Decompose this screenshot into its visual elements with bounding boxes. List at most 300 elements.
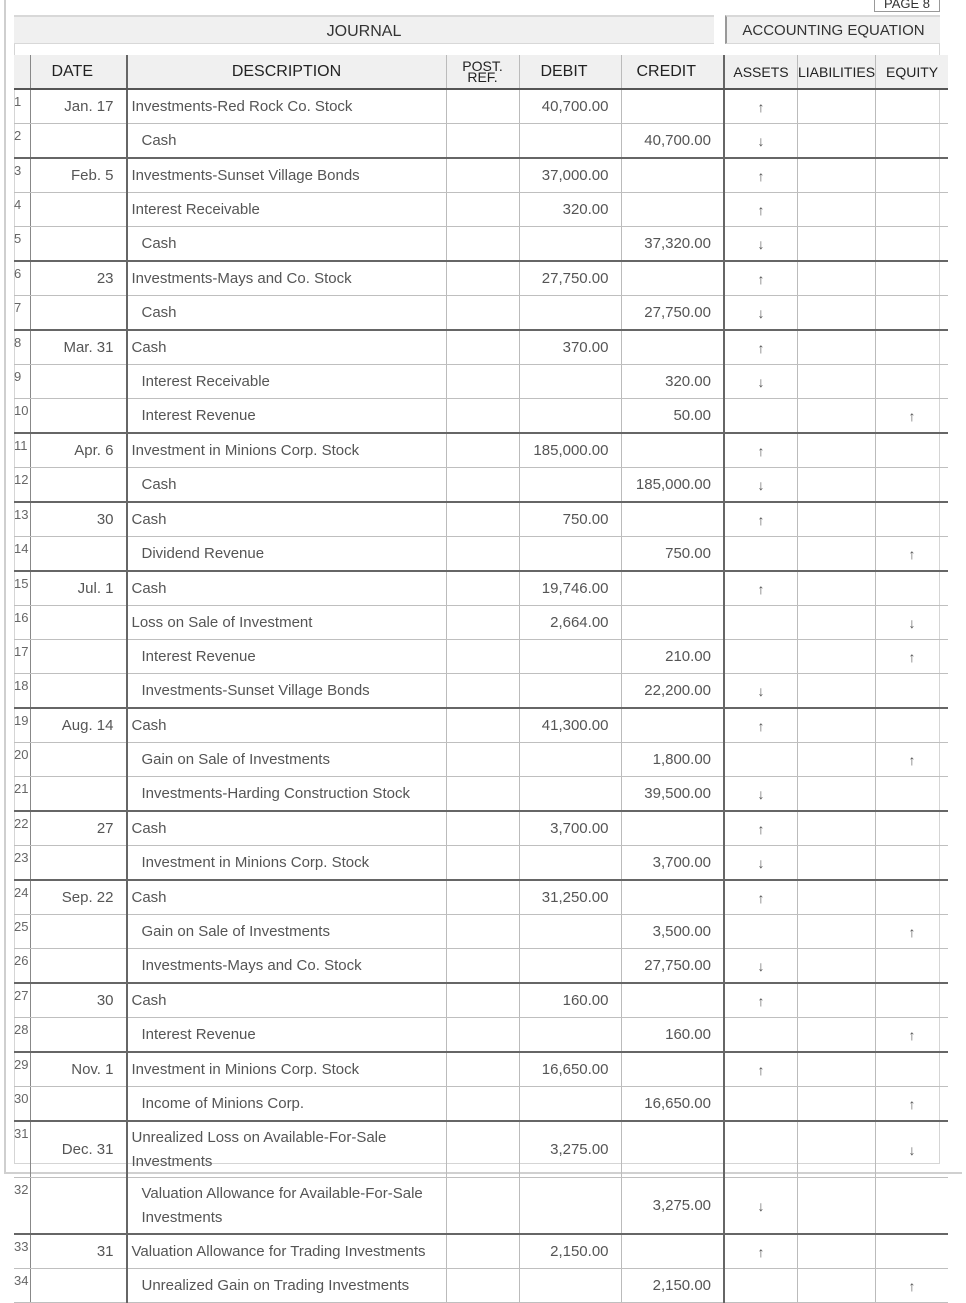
equity-effect-cell[interactable] xyxy=(876,846,949,881)
post-ref-cell[interactable] xyxy=(446,606,519,640)
post-ref-cell[interactable] xyxy=(446,433,519,468)
liabilities-effect-cell[interactable] xyxy=(798,983,876,1018)
journal-row xyxy=(14,330,948,365)
debit-cell[interactable]: 16,650.00 xyxy=(519,1052,621,1087)
post-ref-cell[interactable] xyxy=(446,708,519,743)
credit-cell[interactable] xyxy=(621,1052,724,1087)
date-cell[interactable] xyxy=(31,915,127,949)
equity-effect-cell[interactable]: ↑ xyxy=(876,1087,949,1122)
liabilities-effect-cell[interactable] xyxy=(798,846,876,881)
liabilities-effect-cell[interactable] xyxy=(798,89,876,124)
debit-cell[interactable] xyxy=(519,399,621,434)
credit-cell[interactable] xyxy=(621,606,724,640)
liabilities-effect-cell[interactable] xyxy=(798,1269,876,1303)
debit-cell[interactable]: 2,150.00 xyxy=(519,1234,621,1269)
liabilities-effect-cell[interactable] xyxy=(798,227,876,262)
debit-cell[interactable]: 370.00 xyxy=(519,330,621,365)
liabilities-effect-cell[interactable] xyxy=(798,1018,876,1053)
date-cell[interactable] xyxy=(31,365,127,399)
description-cell[interactable] xyxy=(127,640,447,674)
journal-row xyxy=(14,261,948,296)
description-cell[interactable] xyxy=(127,1121,447,1178)
credit-cell[interactable] xyxy=(621,261,724,296)
assets-effect-cell[interactable]: ↓ xyxy=(724,124,798,159)
credit-cell[interactable]: 40,700.00 xyxy=(621,124,724,159)
equity-effect-cell[interactable] xyxy=(876,296,949,331)
credit-cell[interactable] xyxy=(621,89,724,124)
date-cell[interactable] xyxy=(31,1269,127,1303)
post-ref-cell[interactable] xyxy=(446,158,519,193)
row-number: 11 xyxy=(14,433,31,468)
row-number: 25 xyxy=(14,915,31,949)
liabilities-effect-cell[interactable] xyxy=(798,296,876,331)
debit-cell[interactable]: 40,700.00 xyxy=(519,89,621,124)
credit-cell[interactable]: 3,275.00 xyxy=(621,1178,724,1235)
equity-effect-cell[interactable] xyxy=(876,708,949,743)
post-ref-cell[interactable] xyxy=(446,743,519,777)
description-text: Cash xyxy=(131,510,167,528)
description-text: Income of Minions Corp. xyxy=(141,1094,305,1112)
equity-effect-cell[interactable] xyxy=(876,502,949,537)
liabilities-effect-cell[interactable] xyxy=(798,124,876,159)
liabilities-effect-cell[interactable] xyxy=(798,193,876,227)
date-cell[interactable] xyxy=(31,193,127,227)
assets-effect-cell[interactable]: ↑ xyxy=(724,433,798,468)
assets-effect-cell[interactable] xyxy=(724,640,798,674)
equity-effect-cell[interactable] xyxy=(876,1234,949,1269)
date-cell[interactable]: 30 xyxy=(31,983,127,1018)
liabilities-effect-cell[interactable] xyxy=(798,708,876,743)
credit-cell[interactable]: 160.00 xyxy=(621,1018,724,1053)
liabilities-effect-cell[interactable] xyxy=(798,674,876,709)
description-cell[interactable] xyxy=(127,227,447,262)
liabilities-effect-cell[interactable] xyxy=(798,365,876,399)
credit-cell[interactable] xyxy=(621,193,724,227)
equity-effect-cell[interactable] xyxy=(876,124,949,159)
date-cell[interactable] xyxy=(31,640,127,674)
liabilities-effect-cell[interactable] xyxy=(798,606,876,640)
liabilities-effect-cell[interactable] xyxy=(798,330,876,365)
credit-cell[interactable] xyxy=(621,880,724,915)
post-ref-cell[interactable] xyxy=(446,777,519,812)
journal-row xyxy=(14,433,948,468)
date-cell[interactable]: Sep. 22 xyxy=(31,880,127,915)
credit-cell[interactable]: 39,500.00 xyxy=(621,777,724,812)
liabilities-effect-cell[interactable] xyxy=(798,1087,876,1122)
credit-cell[interactable]: 210.00 xyxy=(621,640,724,674)
date-cell[interactable] xyxy=(31,537,127,572)
assets-effect-cell[interactable]: ↑ xyxy=(724,261,798,296)
description-cell[interactable] xyxy=(127,468,447,503)
description-cell[interactable] xyxy=(127,1052,447,1087)
equity-effect-cell[interactable]: ↑ xyxy=(876,1269,949,1303)
debit-cell[interactable] xyxy=(519,1269,621,1303)
date-cell[interactable]: 30 xyxy=(31,502,127,537)
assets-effect-cell[interactable] xyxy=(724,915,798,949)
post-ref-cell[interactable] xyxy=(446,1052,519,1087)
equity-effect-cell[interactable] xyxy=(876,777,949,812)
liabilities-effect-cell[interactable] xyxy=(798,1178,876,1235)
description-text: Gain on Sale of Investments xyxy=(141,750,330,768)
equity-effect-cell[interactable] xyxy=(876,983,949,1018)
debit-cell[interactable]: 31,250.00 xyxy=(519,880,621,915)
date-cell[interactable]: Apr. 6 xyxy=(31,433,127,468)
post-ref-cell[interactable] xyxy=(446,399,519,434)
assets-effect-cell[interactable]: ↑ xyxy=(724,330,798,365)
assets-effect-cell[interactable] xyxy=(724,1121,798,1178)
assets-effect-cell[interactable]: ↑ xyxy=(724,880,798,915)
description-cell[interactable] xyxy=(127,502,447,537)
post-ref-cell[interactable] xyxy=(446,571,519,606)
date-cell[interactable] xyxy=(31,124,127,159)
date-cell[interactable]: 31 xyxy=(31,1234,127,1269)
assets-effect-cell[interactable] xyxy=(724,1087,798,1122)
journal-row xyxy=(14,1052,948,1087)
post-ref-cell[interactable] xyxy=(446,261,519,296)
assets-effect-cell[interactable] xyxy=(724,399,798,434)
description-cell[interactable] xyxy=(127,89,447,124)
post-ref-cell[interactable] xyxy=(446,915,519,949)
post-ref-cell[interactable] xyxy=(446,296,519,331)
credit-cell[interactable]: 750.00 xyxy=(621,537,724,572)
assets-effect-cell[interactable]: ↓ xyxy=(724,949,798,984)
equity-effect-cell[interactable]: ↑ xyxy=(876,537,949,572)
equity-effect-cell[interactable]: ↓ xyxy=(876,1121,949,1178)
liabilities-effect-cell[interactable] xyxy=(798,777,876,812)
journal-row xyxy=(14,811,948,846)
liabilities-effect-cell[interactable] xyxy=(798,158,876,193)
debit-cell[interactable]: 2,664.00 xyxy=(519,606,621,640)
debit-cell[interactable] xyxy=(519,1087,621,1122)
description-cell[interactable] xyxy=(127,743,447,777)
date-cell[interactable]: Feb. 5 xyxy=(31,158,127,193)
credit-cell[interactable] xyxy=(621,158,724,193)
debit-cell[interactable] xyxy=(519,949,621,984)
description-cell[interactable] xyxy=(127,193,447,227)
debit-cell[interactable] xyxy=(519,227,621,262)
equity-effect-cell[interactable]: ↑ xyxy=(876,1018,949,1053)
date-cell[interactable] xyxy=(31,468,127,503)
description-text: Investment in Minions Corp. Stock xyxy=(131,1060,360,1078)
liabilities-effect-cell[interactable] xyxy=(798,1121,876,1178)
assets-effect-cell[interactable] xyxy=(724,1269,798,1303)
date-cell[interactable] xyxy=(31,1018,127,1053)
description-cell[interactable] xyxy=(127,571,447,606)
journal-row xyxy=(14,124,948,159)
assets-effect-cell[interactable]: ↓ xyxy=(724,365,798,399)
debit-cell[interactable] xyxy=(519,743,621,777)
description-cell[interactable] xyxy=(127,365,447,399)
credit-cell[interactable] xyxy=(621,433,724,468)
date-cell[interactable]: Mar. 31 xyxy=(31,330,127,365)
equity-effect-cell[interactable] xyxy=(876,261,949,296)
debit-cell[interactable] xyxy=(519,1178,621,1235)
equity-effect-cell[interactable]: ↓ xyxy=(876,606,949,640)
description-text: Cash xyxy=(131,888,167,906)
description-cell[interactable] xyxy=(127,674,447,709)
post-ref-cell[interactable] xyxy=(446,365,519,399)
date-cell[interactable] xyxy=(31,743,127,777)
assets-effect-cell[interactable]: ↓ xyxy=(724,227,798,262)
assets-effect-cell[interactable]: ↓ xyxy=(724,1178,798,1235)
post-ref-cell[interactable] xyxy=(446,468,519,503)
credit-cell[interactable]: 16,650.00 xyxy=(621,1087,724,1122)
equity-effect-cell[interactable] xyxy=(876,158,949,193)
date-cell[interactable] xyxy=(31,777,127,812)
post-ref-cell[interactable] xyxy=(446,1234,519,1269)
liabilities-effect-cell[interactable] xyxy=(798,880,876,915)
credit-cell[interactable]: 2,150.00 xyxy=(621,1269,724,1303)
debit-cell[interactable] xyxy=(519,777,621,812)
liabilities-effect-cell[interactable] xyxy=(798,537,876,572)
equity-effect-cell[interactable] xyxy=(876,365,949,399)
date-cell[interactable] xyxy=(31,399,127,434)
credit-header: CREDIT xyxy=(621,55,724,89)
post-ref-cell[interactable] xyxy=(446,846,519,881)
assets-effect-cell[interactable]: ↑ xyxy=(724,1234,798,1269)
section-headers xyxy=(14,15,940,44)
debit-cell[interactable]: 19,746.00 xyxy=(519,571,621,606)
debit-cell[interactable]: 3,700.00 xyxy=(519,811,621,846)
debit-cell[interactable]: 27,750.00 xyxy=(519,261,621,296)
description-cell[interactable] xyxy=(127,915,447,949)
description-cell[interactable] xyxy=(127,949,447,984)
description-cell[interactable] xyxy=(127,330,447,365)
assets-effect-cell[interactable]: ↑ xyxy=(724,983,798,1018)
equity-effect-cell[interactable] xyxy=(876,1052,949,1087)
debit-cell[interactable]: 160.00 xyxy=(519,983,621,1018)
date-cell[interactable] xyxy=(31,1087,127,1122)
description-text: Investments-Sunset Village Bonds xyxy=(141,681,370,699)
assets-effect-cell[interactable]: ↓ xyxy=(724,296,798,331)
debit-cell[interactable]: 41,300.00 xyxy=(519,708,621,743)
debit-cell[interactable]: 750.00 xyxy=(519,502,621,537)
liabilities-effect-cell[interactable] xyxy=(798,743,876,777)
debit-cell[interactable] xyxy=(519,124,621,159)
row-number: 31 xyxy=(14,1121,31,1178)
row-number: 33 xyxy=(14,1234,31,1269)
post-ref-cell[interactable] xyxy=(446,502,519,537)
liabilities-effect-cell[interactable] xyxy=(798,811,876,846)
debit-cell[interactable]: 3,275.00 xyxy=(519,1121,621,1178)
date-cell[interactable]: 27 xyxy=(31,811,127,846)
assets-effect-cell[interactable] xyxy=(724,743,798,777)
equity-effect-cell[interactable] xyxy=(876,1178,949,1235)
date-cell[interactable]: Jan. 17 xyxy=(31,89,127,124)
post-ref-cell[interactable] xyxy=(446,193,519,227)
description-text: Investments-Sunset Village Bonds xyxy=(131,166,360,184)
description-cell[interactable] xyxy=(127,537,447,572)
credit-cell[interactable] xyxy=(621,708,724,743)
date-cell[interactable]: Nov. 1 xyxy=(31,1052,127,1087)
debit-cell[interactable] xyxy=(519,468,621,503)
equity-effect-cell[interactable] xyxy=(876,433,949,468)
post-ref-cell[interactable] xyxy=(446,1087,519,1122)
credit-cell[interactable]: 22,200.00 xyxy=(621,674,724,709)
journal-row xyxy=(14,708,948,743)
assets-effect-cell[interactable]: ↑ xyxy=(724,708,798,743)
liabilities-effect-cell[interactable] xyxy=(798,399,876,434)
equity-effect-cell[interactable]: ↑ xyxy=(876,640,949,674)
debit-cell[interactable] xyxy=(519,365,621,399)
assets-effect-cell[interactable]: ↓ xyxy=(724,777,798,812)
description-cell[interactable] xyxy=(127,1178,447,1235)
post-ref-cell[interactable] xyxy=(446,227,519,262)
description-cell[interactable] xyxy=(127,811,447,846)
post-ref-cell[interactable] xyxy=(446,330,519,365)
description-cell[interactable] xyxy=(127,777,447,812)
date-cell[interactable]: Jul. 1 xyxy=(31,571,127,606)
description-cell[interactable] xyxy=(127,1087,447,1122)
liabilities-effect-cell[interactable] xyxy=(798,1052,876,1087)
equity-effect-cell[interactable]: ↑ xyxy=(876,743,949,777)
journal-row xyxy=(14,1121,948,1178)
credit-cell[interactable]: 320.00 xyxy=(621,365,724,399)
post-ref-cell[interactable] xyxy=(446,880,519,915)
journal-row xyxy=(14,880,948,915)
equity-effect-cell[interactable]: ↑ xyxy=(876,915,949,949)
debit-cell[interactable] xyxy=(519,1018,621,1053)
liabilities-effect-cell[interactable] xyxy=(798,640,876,674)
description-cell[interactable] xyxy=(127,261,447,296)
liabilities-effect-cell[interactable] xyxy=(798,468,876,503)
post-ref-cell[interactable] xyxy=(446,640,519,674)
equity-effect-cell[interactable] xyxy=(876,468,949,503)
liabilities-effect-cell[interactable] xyxy=(798,261,876,296)
description-cell[interactable] xyxy=(127,158,447,193)
journal-row xyxy=(14,89,948,124)
description-cell[interactable] xyxy=(127,124,447,159)
debit-cell[interactable] xyxy=(519,674,621,709)
assets-effect-cell[interactable]: ↓ xyxy=(724,846,798,881)
equity-effect-cell[interactable] xyxy=(876,674,949,709)
assets-effect-cell[interactable]: ↑ xyxy=(724,811,798,846)
assets-effect-cell[interactable]: ↑ xyxy=(724,502,798,537)
description-cell[interactable] xyxy=(127,880,447,915)
description-cell[interactable] xyxy=(127,1269,447,1303)
credit-cell[interactable]: 3,700.00 xyxy=(621,846,724,881)
description-cell[interactable] xyxy=(127,296,447,331)
page-label: PAGE 8 xyxy=(874,0,940,12)
description-cell[interactable] xyxy=(127,606,447,640)
liabilities-effect-cell[interactable] xyxy=(798,1234,876,1269)
assets-effect-cell[interactable]: ↓ xyxy=(724,674,798,709)
date-cell[interactable]: Aug. 14 xyxy=(31,708,127,743)
post-ref-cell[interactable] xyxy=(446,811,519,846)
equity-effect-cell[interactable]: ↑ xyxy=(876,399,949,434)
row-number: 16 xyxy=(14,606,31,640)
description-cell[interactable] xyxy=(127,433,447,468)
assets-effect-cell[interactable]: ↑ xyxy=(724,193,798,227)
debit-cell[interactable] xyxy=(519,846,621,881)
journal-row xyxy=(14,571,948,606)
credit-cell[interactable]: 185,000.00 xyxy=(621,468,724,503)
assets-effect-cell[interactable] xyxy=(724,606,798,640)
assets-effect-cell[interactable]: ↑ xyxy=(724,1052,798,1087)
date-cell[interactable] xyxy=(31,674,127,709)
post-ref-cell[interactable] xyxy=(446,674,519,709)
credit-cell[interactable]: 27,750.00 xyxy=(621,296,724,331)
date-cell[interactable] xyxy=(31,227,127,262)
post-ref-cell[interactable] xyxy=(446,1121,519,1178)
description-cell[interactable] xyxy=(127,846,447,881)
assets-effect-cell[interactable]: ↑ xyxy=(724,89,798,124)
post-ref-cell[interactable] xyxy=(446,1178,519,1235)
assets-effect-cell[interactable]: ↑ xyxy=(724,571,798,606)
credit-cell[interactable]: 37,320.00 xyxy=(621,227,724,262)
credit-cell[interactable]: 50.00 xyxy=(621,399,724,434)
description-cell[interactable] xyxy=(127,983,447,1018)
assets-effect-cell[interactable] xyxy=(724,1018,798,1053)
assets-effect-cell[interactable] xyxy=(724,537,798,572)
credit-cell[interactable] xyxy=(621,811,724,846)
liabilities-effect-cell[interactable] xyxy=(798,502,876,537)
row-number: 8 xyxy=(14,330,31,365)
credit-cell[interactable] xyxy=(621,571,724,606)
debit-cell[interactable]: 320.00 xyxy=(519,193,621,227)
liabilities-effect-cell[interactable] xyxy=(798,571,876,606)
credit-cell[interactable]: 27,750.00 xyxy=(621,949,724,984)
post-ref-cell[interactable] xyxy=(446,537,519,572)
credit-cell[interactable] xyxy=(621,330,724,365)
equity-effect-cell[interactable] xyxy=(876,811,949,846)
credit-cell[interactable] xyxy=(621,983,724,1018)
liabilities-effect-cell[interactable] xyxy=(798,949,876,984)
assets-effect-cell[interactable]: ↓ xyxy=(724,468,798,503)
post-ref-cell[interactable] xyxy=(446,949,519,984)
date-cell[interactable]: Dec. 31 xyxy=(31,1121,127,1178)
date-cell[interactable] xyxy=(31,1178,127,1235)
liabilities-effect-cell[interactable] xyxy=(798,433,876,468)
credit-cell[interactable] xyxy=(621,502,724,537)
equity-effect-cell[interactable] xyxy=(876,193,949,227)
date-cell[interactable] xyxy=(31,949,127,984)
equity-effect-cell[interactable] xyxy=(876,227,949,262)
post-ref-cell[interactable] xyxy=(446,89,519,124)
description-cell[interactable] xyxy=(127,1234,447,1269)
equity-effect-cell[interactable] xyxy=(876,571,949,606)
description-cell[interactable] xyxy=(127,1018,447,1053)
equity-effect-cell[interactable] xyxy=(876,330,949,365)
credit-cell[interactable] xyxy=(621,1234,724,1269)
credit-cell[interactable] xyxy=(621,1121,724,1178)
assets-effect-cell[interactable]: ↑ xyxy=(724,158,798,193)
date-cell[interactable] xyxy=(31,846,127,881)
equity-effect-cell[interactable] xyxy=(876,89,949,124)
post-ref-cell[interactable] xyxy=(446,1269,519,1303)
description-cell[interactable] xyxy=(127,708,447,743)
equity-effect-cell[interactable] xyxy=(876,880,949,915)
credit-cell[interactable]: 3,500.00 xyxy=(621,915,724,949)
date-cell[interactable] xyxy=(31,606,127,640)
credit-cell[interactable]: 1,800.00 xyxy=(621,743,724,777)
equity-effect-cell[interactable] xyxy=(876,949,949,984)
liabilities-effect-cell[interactable] xyxy=(798,915,876,949)
date-cell[interactable] xyxy=(31,296,127,331)
debit-cell[interactable] xyxy=(519,296,621,331)
debit-cell[interactable] xyxy=(519,640,621,674)
debit-cell[interactable] xyxy=(519,537,621,572)
post-ref-cell[interactable] xyxy=(446,1018,519,1053)
post-ref-cell[interactable] xyxy=(446,983,519,1018)
post-ref-cell[interactable] xyxy=(446,124,519,159)
description-cell[interactable] xyxy=(127,399,447,434)
debit-cell[interactable]: 37,000.00 xyxy=(519,158,621,193)
date-cell[interactable]: 23 xyxy=(31,261,127,296)
journal-body xyxy=(14,89,948,1303)
debit-cell[interactable] xyxy=(519,915,621,949)
debit-cell[interactable]: 185,000.00 xyxy=(519,433,621,468)
